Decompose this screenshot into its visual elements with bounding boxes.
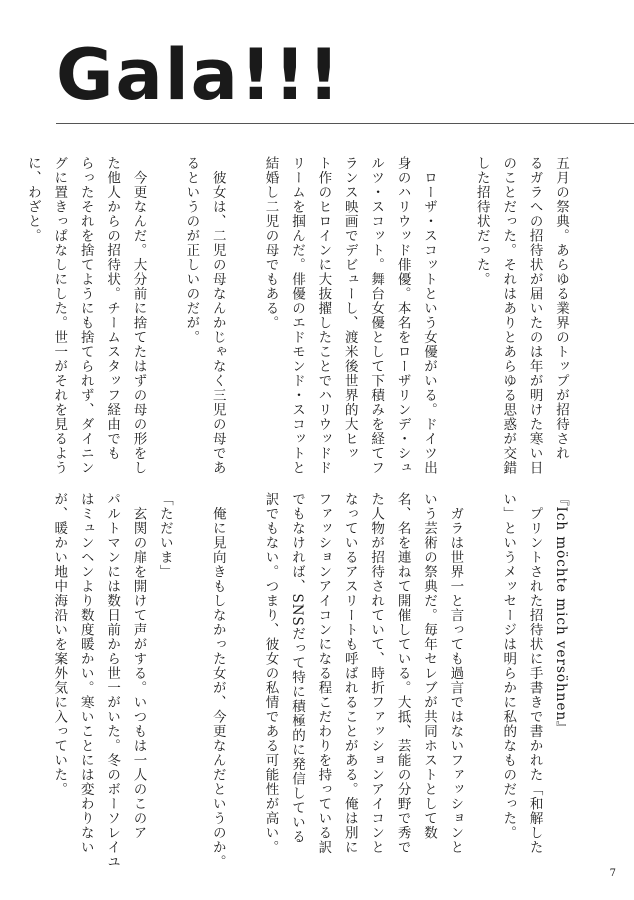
title-divider: [56, 123, 634, 124]
page-title: Gala!!!: [56, 34, 342, 116]
page-number: 7: [609, 868, 616, 879]
lower-text-block: 『Ich möchte mich versöhnen』 プリントされた招待状に手書きで書かれた「和解した い」というメッセージは明らかに私的なものだった。 ガラは世界一と言っても過言ではないファッションと いう芸術の祭典だ。毎年セレブが共同ホストとして数 名、名を連ねて開催している。大抵、芸能の分野で秀で た人物が招待されていて、時折ファッションアイコンと なっているアスリートも呼ばれることがある。俺は別に ファッションアイコンになる程こだわりを持っている訳 でもなければ、SNSだって特に積極的に発信している 訳でもない。つまり、彼女の私情である可能性が高い。 俺に見向きもしなかった女が、今更なんだというのか。 「ただいま」 玄関の扉を開けて声がする。いつもは一人のこのア パルトマンには数日前から世一がいた。冬のボーソレイユ はミュンヘンより数度暖かい。寒いことには変わりない が、暖かい地中海沿いを案外気に入っていた。: [51, 492, 569, 869]
upper-text-block: 五月の祭典。あらゆる業界のトップが招待され るガラへの招待状が届いたのは年が明けた寒い日 のことだった。それはありとあらゆる思惑が交錯 した招待状だった。 ローザ・スコットという女優がいる。ドイツ出 身のハリウッド俳優。本名をローザリンデ・シュ ルツ・スコット。舞台女優として下積みを経てフ ランス映画でデビューし、渡米後世界的大ヒッ ト作のヒロインに大抜擢したことでハリウッドド リームを掴んだ。俳優のエドモンド・スコットと 結婚し二児の母でもある。 彼女は、二児の母なんかじゃなく三児の母であ るというのが正しいのだが。 今更なんだ。大分前に捨てたはずの母の形をし た他人からの招待状。チームスタッフ経由でも らったそれを捨てようにも捨てられず、ダイニン グに置きっぱなしにした。世一がそれを見るよう に、わざと。: [24, 156, 569, 475]
